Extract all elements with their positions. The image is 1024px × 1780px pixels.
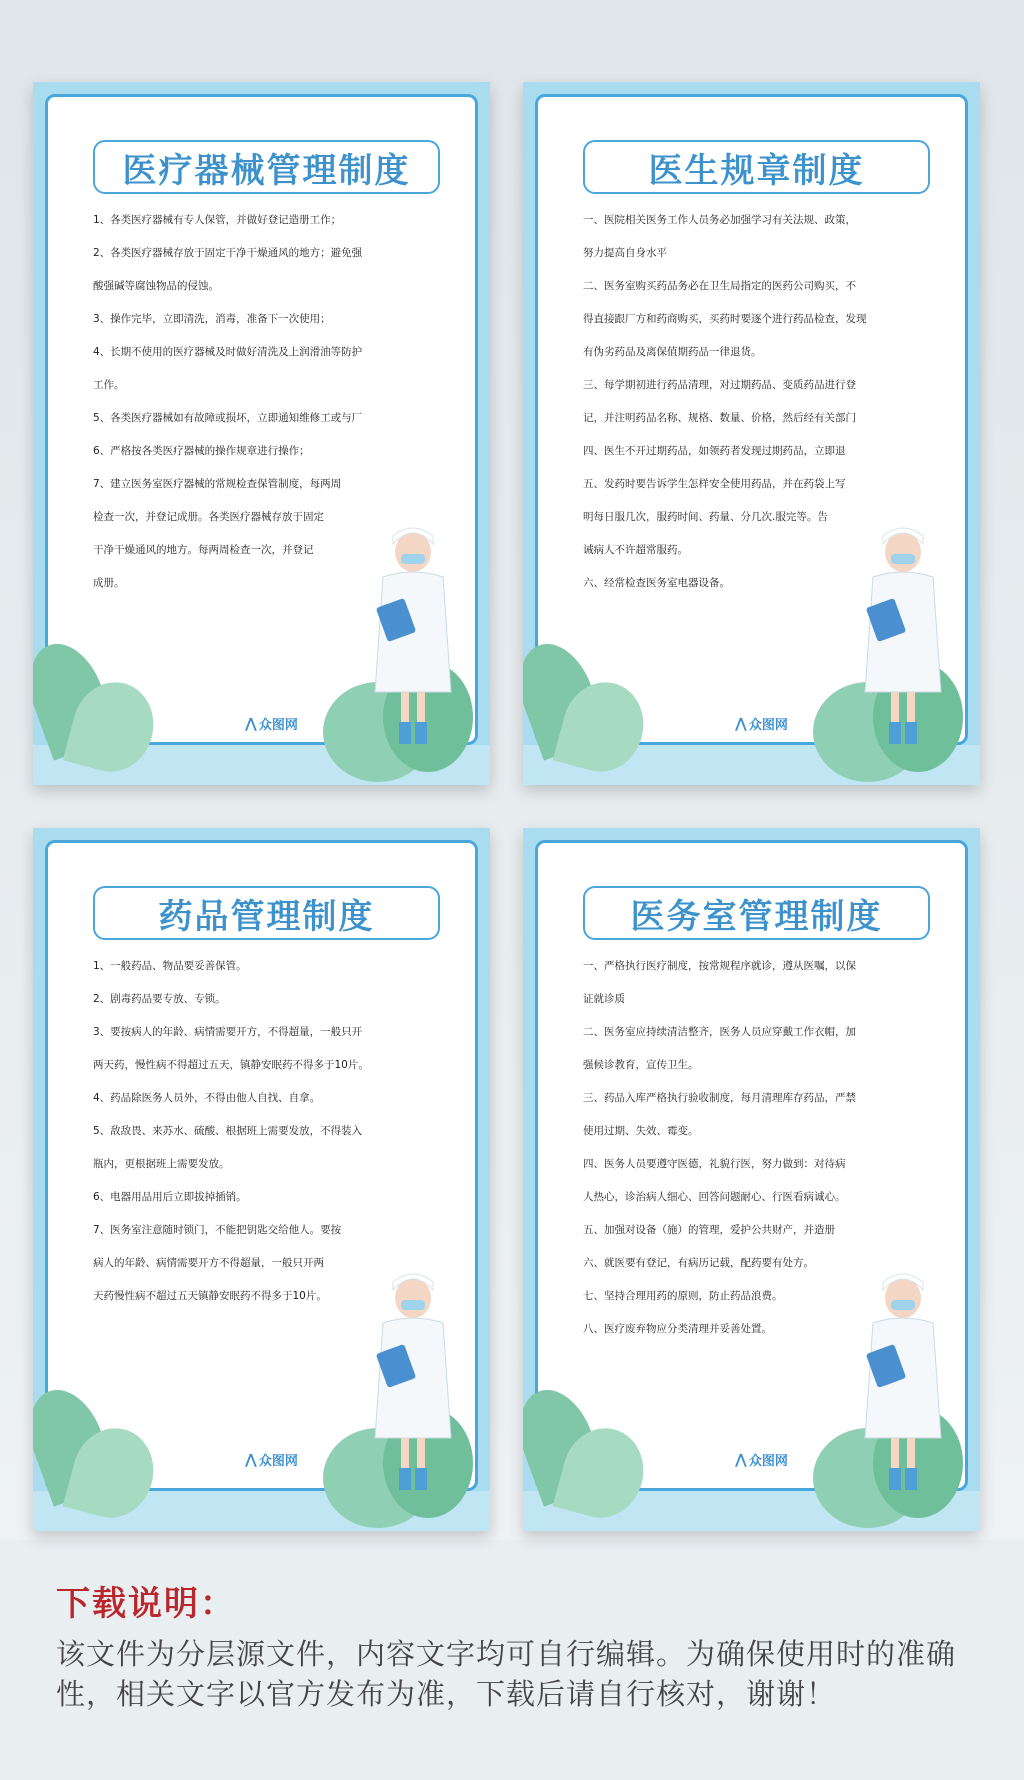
rule-line: 四、医生不开过期药品，如领药者发现过期药品，立即退 xyxy=(583,445,846,457)
rule-line: 五、加强对设备（施）的管理，爱护公共财产，并造册 xyxy=(583,1224,835,1236)
rule-line: 六、就医要有登记，有病历记载，配药要有处方。 xyxy=(583,1257,814,1269)
rule-line: 1、一般药品、物品要妥善保管。 xyxy=(93,960,247,972)
rule-line: 成册。 xyxy=(93,577,125,589)
rule-line: 诫病人不许超常服药。 xyxy=(583,544,688,556)
poster-title-box xyxy=(93,140,440,194)
poster-title: 药品管理制度 xyxy=(158,896,375,937)
nurse-illustration xyxy=(353,522,473,752)
rule-line: 得直接跟厂方和药商购买，买药时要逐个进行药品检查，发现 xyxy=(583,313,867,325)
rule-line: 5、敌敌畏、来苏水、硫酸、根据班上需要发放，不得装入 xyxy=(93,1125,363,1137)
logo-icon: ⋀ xyxy=(245,715,257,732)
rule-line: 工作。 xyxy=(93,379,125,391)
brand-logo xyxy=(245,714,298,733)
rule-line: 使用过期、失效、霉变。 xyxy=(583,1125,699,1137)
rules-list xyxy=(93,950,443,1313)
rule-line: 明每日服几次，服药时间、药量、分几次.服完等。告 xyxy=(583,511,828,523)
poster-title: 医务室管理制度 xyxy=(630,896,883,937)
download-notice-title: 下载说明： xyxy=(56,1584,236,1624)
rule-line: 病人的年龄、病情需要开方不得超量，一般只开两 xyxy=(93,1257,324,1269)
logo-icon: ⋀ xyxy=(735,715,747,732)
nurse-illustration xyxy=(843,1268,963,1498)
poster-clinic-management xyxy=(523,828,980,1531)
rule-line: 5、各类医疗器械如有故障或损坏，立即通知维修工或与厂 xyxy=(93,412,363,424)
rule-line: 证就诊质 xyxy=(583,993,625,1005)
rule-line: 7、建立医务室医疗器械的常规检查保管制度，每两周 xyxy=(93,478,342,490)
rule-line: 二、医务室应持续清洁整齐，医务人员应穿戴工作衣帽，加 xyxy=(583,1026,856,1038)
rule-line: 酸强碱等腐蚀物品的侵蚀。 xyxy=(93,280,219,292)
poster-drug-management xyxy=(33,828,490,1531)
rule-line: 强候诊教育，宣传卫生。 xyxy=(583,1059,699,1071)
rule-line: 瓶内，更根据班上需要发放。 xyxy=(93,1158,230,1170)
rule-line: 3、操作完毕，立即清洗，消毒，准备下一次使用； xyxy=(93,313,331,325)
rule-line: 一、医院相关医务工作人员务必加强学习有关法规、政策， xyxy=(583,214,856,226)
rule-line: 6、严格按各类医疗器械的操作规章进行操作； xyxy=(93,445,310,457)
poster-title: 医疗器械管理制度 xyxy=(122,150,411,191)
brand-logo xyxy=(735,1450,788,1469)
rule-line: 五、发药时要告诉学生怎样安全使用药品，并在药袋上写 xyxy=(583,478,846,490)
rule-line: 六、经常检查医务室电器设备。 xyxy=(583,577,730,589)
rule-line: 人热心，诊治病人细心、回答问题耐心、行医看病诚心。 xyxy=(583,1191,846,1203)
rule-line: 4、长期不使用的医疗器械及时做好清洗及上润滑油等防护 xyxy=(93,346,363,358)
rule-line: 记，并注明药品名称、规格、数量、价格，然后经有关部门 xyxy=(583,412,856,424)
brand-logo xyxy=(245,1450,298,1469)
poster-title-box xyxy=(93,886,440,940)
rule-line: 三、药品入库严格执行验收制度，每月清理库存药品，严禁 xyxy=(583,1092,856,1104)
rule-line: 1、各类医疗器械有专人保管，并做好登记造册工作； xyxy=(93,214,342,226)
rule-line: 七、坚持合理用药的原则，防止药品浪费。 xyxy=(583,1290,783,1302)
rule-line: 7、医务室注意随时锁门，不能把钥匙交给他人。要按 xyxy=(93,1224,342,1236)
rule-line: 八、医疗废弃物应分类清理并妥善处置。 xyxy=(583,1323,772,1335)
rule-line: 四、医务人员要遵守医德，礼貌行医，努力做到：对待病 xyxy=(583,1158,846,1170)
poster-title-box xyxy=(583,886,930,940)
rule-line: 2、各类医疗器械存放于固定干净干燥通风的地方；避免强 xyxy=(93,247,363,259)
rule-line: 一、严格执行医疗制度，按常规程序就诊，遵从医嘱，以保 xyxy=(583,960,856,972)
logo-text: 众图网 xyxy=(258,1454,298,1469)
download-notice-text: 该文件为分层源文件，内容文字均可自行编辑。为确保使用时的准确性，相关文字以官方发布为准，下载后请自行核对，谢谢！ xyxy=(56,1637,957,1711)
rule-line: 3、要按病人的年龄、病情需要开方，不得超量，一般只开 xyxy=(93,1026,363,1038)
rule-line: 两天药，慢性病不得超过五天，镇静安眠药不得多于10片。 xyxy=(93,1059,369,1071)
rule-line: 努力提高自身水平 xyxy=(583,247,667,259)
rule-line: 检查一次，并登记成册。各类医疗器械存放于固定 xyxy=(93,511,324,523)
rule-line: 有伪劣药品及离保值期药品一律退货。 xyxy=(583,346,762,358)
logo-icon: ⋀ xyxy=(735,1451,747,1468)
rule-line: 二、医务室购买药品务必在卫生局指定的医药公司购买，不 xyxy=(583,280,856,292)
poster-title: 医生规章制度 xyxy=(648,150,865,191)
logo-text: 众图网 xyxy=(748,718,788,733)
rule-line: 天药慢性病不超过五天镇静安眠药不得多于10片。 xyxy=(93,1290,327,1302)
logo-icon: ⋀ xyxy=(245,1451,257,1468)
poster-title-box xyxy=(583,140,930,194)
nurse-illustration xyxy=(843,522,963,752)
poster-medical-devices xyxy=(33,82,490,785)
brand-logo xyxy=(735,714,788,733)
logo-text: 众图网 xyxy=(258,718,298,733)
nurse-illustration xyxy=(353,1268,473,1498)
poster-doctor-rules xyxy=(523,82,980,785)
rule-line: 4、药品除医务人员外，不得由他人自找、自拿。 xyxy=(93,1092,321,1104)
logo-text: 众图网 xyxy=(748,1454,788,1469)
rule-line: 6、电器用品用后立即拔掉插销。 xyxy=(93,1191,247,1203)
rule-line: 三、每学期初进行药品清理，对过期药品、变质药品进行登 xyxy=(583,379,856,391)
rule-line: 2、剧毒药品要专放、专锁。 xyxy=(93,993,226,1005)
rule-line: 干净干燥通风的地方。每两周检查一次，并登记 xyxy=(93,544,314,556)
